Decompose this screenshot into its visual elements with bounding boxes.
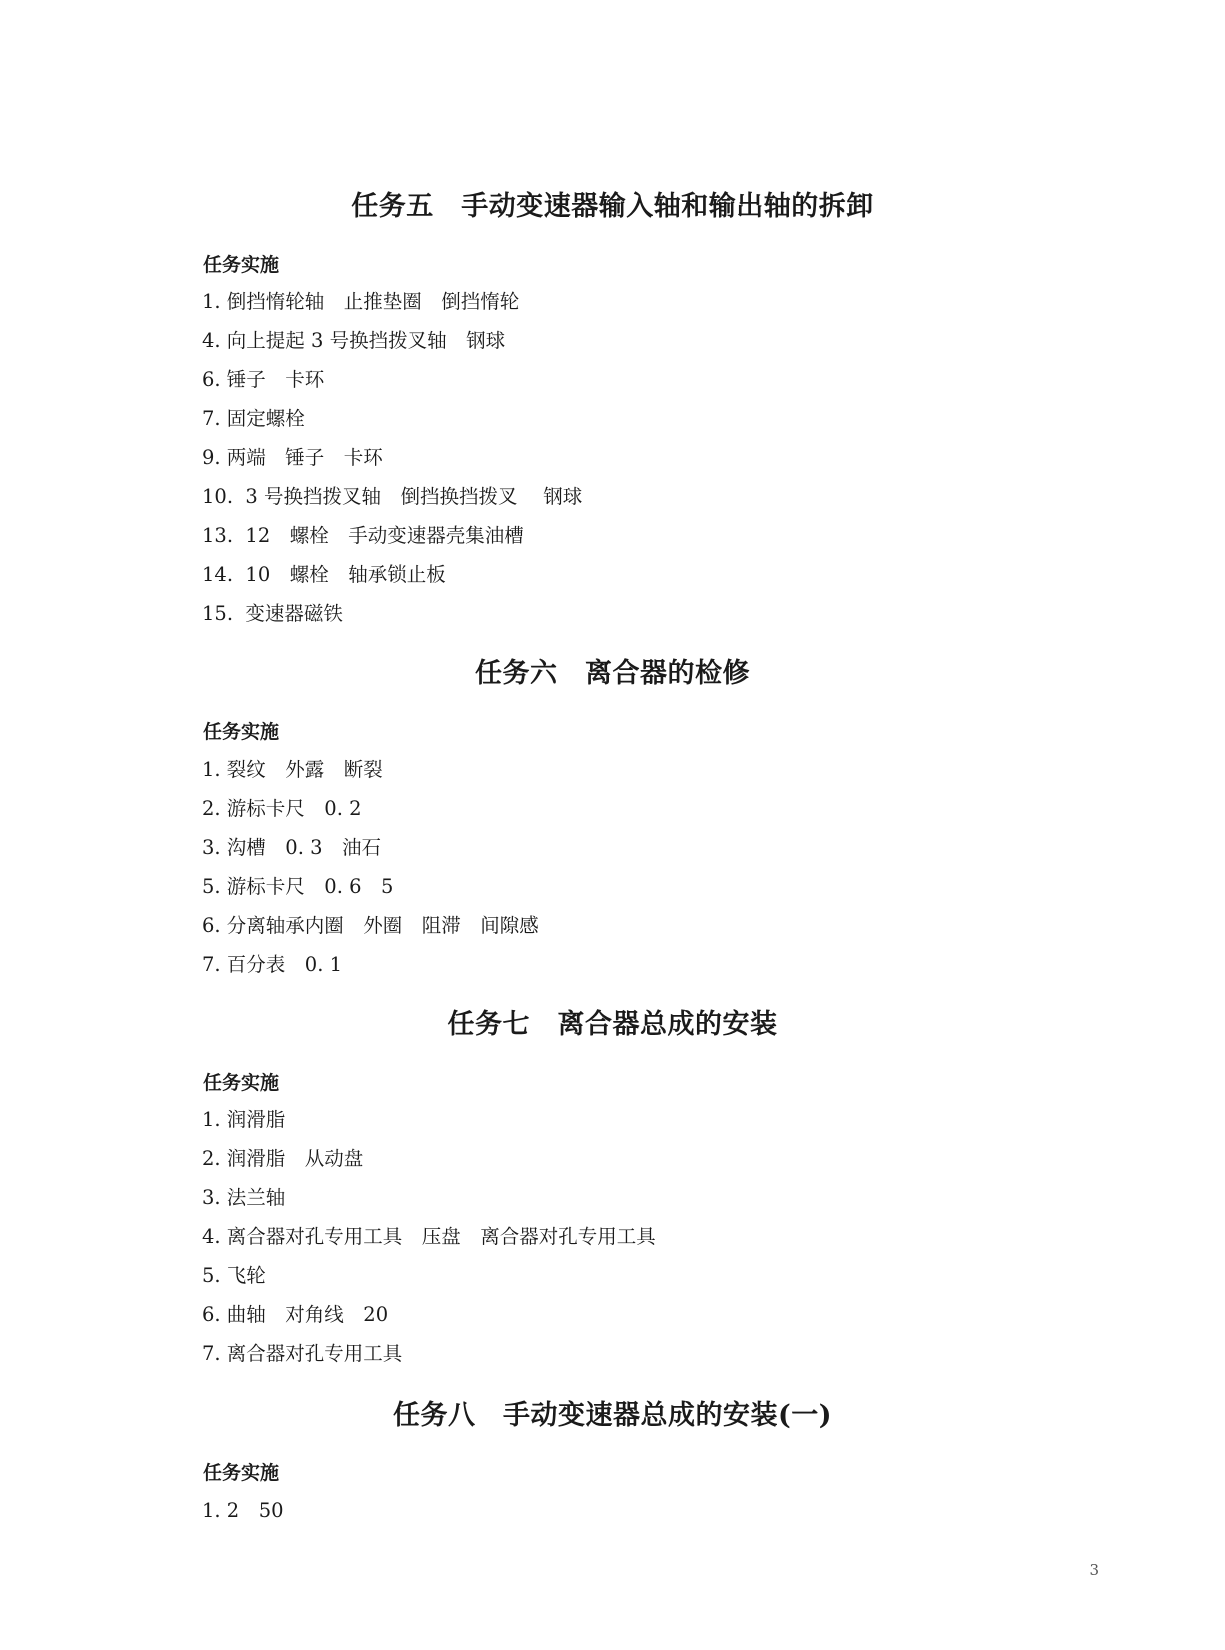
- task-implementation-heading: 任务实施: [203, 1072, 280, 1094]
- list-item: 4. 离合器对孔专用工具 压盘 离合器对孔专用工具: [202, 1225, 656, 1248]
- list-item: 6. 曲轴 对角线 20: [202, 1303, 389, 1326]
- list-item: 6. 分离轴承内圈 外圈 阻滞 间隙感: [202, 914, 539, 937]
- list-item: 14. 10 螺栓 轴承锁止板: [202, 563, 446, 586]
- list-item: 1. 裂纹 外露 断裂: [202, 758, 383, 781]
- section-title: 任务七 离合器总成的安装: [447, 1009, 778, 1040]
- list-item: 9. 两端 锤子 卡环: [202, 446, 383, 469]
- list-item: 13. 12 螺栓 手动变速器壳集油槽: [202, 524, 524, 547]
- list-item: 10. 3 号换挡拨叉轴 倒挡换挡拨叉 钢球: [202, 485, 583, 508]
- list-item: 2. 润滑脂 从动盘: [202, 1147, 364, 1170]
- answer-list: [202, 1496, 284, 1535]
- list-item: 5. 游标卡尺 0. 6 5: [202, 875, 394, 898]
- list-item: 7. 固定螺栓: [202, 407, 305, 430]
- list-item: 15. 变速器磁铁: [202, 602, 343, 625]
- list-item: 5. 飞轮: [202, 1264, 266, 1287]
- list-item: 2. 游标卡尺 0. 2: [202, 797, 362, 820]
- list-item: 3. 沟槽 0. 3 油石: [202, 836, 382, 859]
- list-item: 1. 2 50: [202, 1499, 284, 1522]
- list-item: 7. 百分表 0. 1: [202, 953, 343, 976]
- section-title: 任务六 离合器的检修: [475, 658, 750, 689]
- list-item: 3. 法兰轴: [202, 1186, 286, 1209]
- section-title: 任务八 手动变速器总成的安装(一): [392, 1400, 833, 1431]
- answer-list: [202, 1105, 656, 1378]
- list-item: 1. 润滑脂: [202, 1108, 286, 1131]
- task-implementation-heading: 任务实施: [203, 721, 280, 743]
- list-item: 6. 锤子 卡环: [202, 368, 325, 391]
- list-item: 1. 倒挡惰轮轴 止推垫圈 倒挡惰轮: [202, 290, 520, 313]
- page-number: 3: [1089, 1561, 1099, 1579]
- task-implementation-heading: 任务实施: [203, 1462, 280, 1484]
- section-title: 任务五 手动变速器输入轴和输出轴的拆卸: [351, 191, 874, 222]
- list-item: 7. 离合器对孔专用工具: [202, 1342, 403, 1365]
- task-implementation-heading: 任务实施: [203, 254, 280, 276]
- answer-list: [202, 287, 582, 638]
- answer-list: [202, 755, 539, 989]
- list-item: 4. 向上提起 3 号换挡拨叉轴 钢球: [202, 329, 506, 352]
